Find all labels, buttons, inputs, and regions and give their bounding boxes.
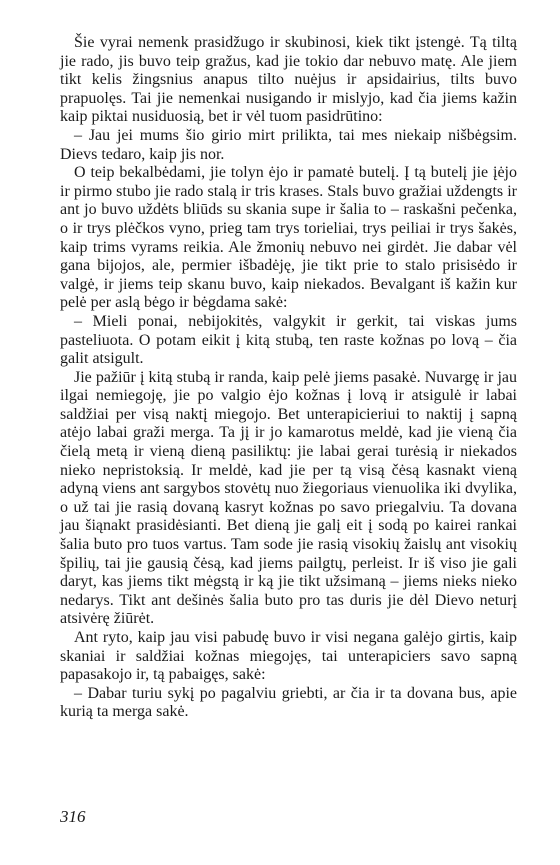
paragraph: – Jau jei mums šio girio mirt prilikta, tai mes niekaip nišbėgsim. Dievs tedaro, kaip jis nor. bbox=[60, 126, 517, 163]
paragraph: Šie vyrai nemenk prasidžugo ir skubinosi, kiek tikt įstengė. Tą tiltą jie rado, jis buvo teip gražus, kad jie tokio dar nebuvo matę. Ale jiem tikt kelis žingsnius anapus tilto nuėjus ir apsidairius, tilts buvo prapuolęs. Tai jie nemenkai nusigando ir mislyjo, kad čia jiems kažin kaip piktai nusiduosią, bet ir vėl tuom pasidrūtino: bbox=[60, 34, 517, 126]
paragraph: – Dabar turiu sykį po pagalviu griebti, ar čia ir ta dovana bus, apie kurią ta merga sakė. bbox=[60, 684, 517, 721]
paragraph: O teip bekalbėdami, jie tolyn ėjo ir pamatė butelį. Į tą butelį jie įėjo ir pirmo stubo jie rado stalą ir tris krases. Stals buvo gražiai uždengts ir ant jo buvo uždėts bliūds su skania supe ir šalia to – raskašni pečenka, o ir trys plėčkos vyno, prieg tam trys torieliai, trys peiliai ir trys šakės, kaip trims vyrams reikia. Ale žmonių nebuvo nei girdėt. Jie dabar vėl gana bijojos, ale, permier išbadėję, jie tikt prie to stalo prisisėdo ir valgė, ir jiems teip skanu buvo, kaip niekados. Bevalgant iš kažin kur pelė per aslą bėgo ir bėgdama sakė: bbox=[60, 164, 517, 312]
page-number: 316 bbox=[60, 807, 86, 826]
paragraph: Ant ryto, kaip jau visi pabudę buvo ir visi negana galėjo girtis, kaip skaniai ir saldžiai kožnas miegojęs, tai unterapiciers savo sapną papasakojo ir, tą pabaigęs, sakė: bbox=[60, 629, 517, 684]
paragraph: Jie pažiūr į kitą stubą ir randa, kaip pelė jiems pasakė. Nuvargę ir jau ilgai nemiegoję, jie po valgio ėjo kožnas į lovą ir atsigulė ir labai saldžiai per visą naktį miegojo. Bet unterapicieriui to naktij į sapną atėjo labai graži merga. Ta jį ir jo kamarotus meldė, kad jie vieną čia čielą metą ir vieną dieną pasiliktų: jie labai gerai turėsią ir niekados nieko nepristoksią. Ir meldė, kad jie per tą visą čėsą kasnakt vieną adyną viens ant sargybos stovėtų nuo žiegoriaus vienuolika iki dvylika, o už tai jie rasią dovaną kasryt kožnas po savo priegalviu. Ta dovana jau šiąnakt prasidėsianti. Bet dieną jie galį eit į sodą po kairei rankai šalia buto pro tuos vartus. Tam sode jie rasią visokių žaislų ant visokių špilių, tai jie gausią čėsą, kad jiems pailgtų, perleist. Ir iš viso jie gali daryt, kas jiems tikt mėgstą ir ką jie tikt užsimaną – jiems nieks nieko nedarys. Tikt ant dešinės šalia buto pro tas duris jie dėl Dievo neturį atsivėrę žiūrėt. bbox=[60, 368, 517, 628]
paragraph: – Mieli ponai, nebijokitės, valgykit ir gerkit, tai viskas jums pasteliuota. O potam eikit į kitą stubą, ten raste kožnas po lovą – čia galit atsigult. bbox=[60, 312, 517, 368]
body-text bbox=[60, 34, 517, 722]
